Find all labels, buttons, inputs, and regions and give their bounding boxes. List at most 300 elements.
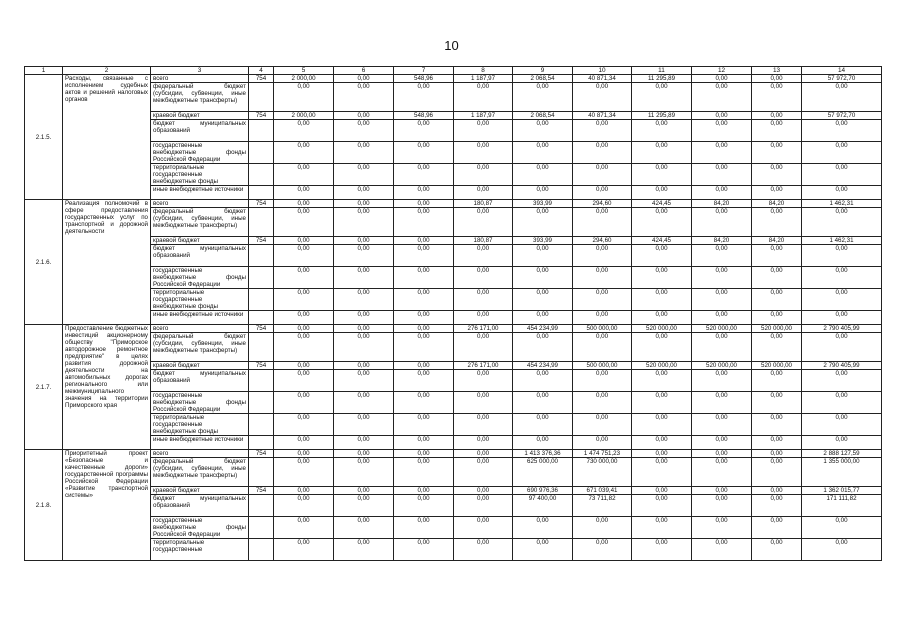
table-row [25, 333, 882, 362]
amount-cell: 1 462,31 [802, 237, 882, 245]
amount-cell: 0,00 [334, 487, 394, 495]
amount-cell: 0,00 [334, 208, 394, 237]
column-number-cell: 10 [573, 67, 632, 75]
amount-cell: 0,00 [632, 186, 692, 200]
amount-cell: 0,00 [692, 370, 752, 392]
amount-cell: 0,00 [632, 517, 692, 539]
table-row [25, 75, 882, 83]
amount-cell: 0,00 [802, 245, 882, 267]
grbs-code-cell: 754 [249, 200, 274, 208]
amount-cell: 0,00 [454, 142, 513, 164]
amount-cell: 294,60 [573, 200, 632, 208]
amount-cell: 0,00 [513, 436, 573, 450]
amount-cell: 0,00 [692, 333, 752, 362]
amount-cell: 0,00 [692, 450, 752, 458]
amount-cell: 0,00 [274, 245, 334, 267]
amount-cell: 0,00 [632, 120, 692, 142]
amount-cell: 0,00 [692, 517, 752, 539]
column-number-cell: 9 [513, 67, 573, 75]
amount-cell: 393,99 [513, 200, 573, 208]
grbs-code-cell [249, 370, 274, 392]
amount-cell: 0,00 [802, 289, 882, 311]
grbs-code-cell [249, 414, 274, 436]
grbs-code-cell [249, 186, 274, 200]
table-row [25, 311, 882, 325]
column-number-cell: 14 [802, 67, 882, 75]
amount-cell: 0,00 [454, 120, 513, 142]
amount-cell: 548,96 [394, 75, 454, 83]
amount-cell: 0,00 [692, 392, 752, 414]
amount-cell: 0,00 [274, 370, 334, 392]
table-row [25, 289, 882, 311]
amount-cell: 0,00 [454, 208, 513, 237]
amount-cell: 0,00 [692, 436, 752, 450]
amount-cell: 0,00 [573, 164, 632, 186]
funding-source-cell: государственные внебюджетные фонды Российской Федерации [151, 392, 249, 414]
grbs-code-cell [249, 267, 274, 289]
amount-cell: 11 295,89 [632, 75, 692, 83]
amount-cell: 0,00 [334, 120, 394, 142]
amount-cell: 0,00 [573, 186, 632, 200]
amount-cell: 0,00 [752, 311, 802, 325]
amount-cell: 0,00 [692, 120, 752, 142]
amount-cell: 0,00 [752, 392, 802, 414]
amount-cell: 0,00 [752, 186, 802, 200]
amount-cell: 0,00 [752, 487, 802, 495]
amount-cell: 2 888 127,59 [802, 450, 882, 458]
amount-cell: 0,00 [752, 267, 802, 289]
column-number-cell: 7 [394, 67, 454, 75]
amount-cell: 0,00 [573, 245, 632, 267]
amount-cell: 0,00 [802, 208, 882, 237]
item-code-cell: 2.1.5. [25, 75, 63, 200]
amount-cell: 0,00 [274, 120, 334, 142]
amount-cell: 0,00 [802, 267, 882, 289]
table-row [25, 112, 882, 120]
amount-cell: 0,00 [692, 75, 752, 83]
amount-cell: 0,00 [274, 200, 334, 208]
column-number-row [25, 67, 882, 75]
amount-cell: 0,00 [394, 83, 454, 112]
amount-cell: 0,00 [274, 325, 334, 333]
table-row [25, 325, 882, 333]
funding-source-cell: иные внебюджетные источники [151, 436, 249, 450]
amount-cell: 0,00 [274, 311, 334, 325]
amount-cell: 0,00 [632, 208, 692, 237]
amount-cell: 730 000,00 [573, 458, 632, 487]
amount-cell: 57 972,70 [802, 112, 882, 120]
amount-cell: 0,00 [752, 83, 802, 112]
amount-cell: 0,00 [802, 142, 882, 164]
funding-source-cell: государственные внебюджетные фонды Российской Федерации [151, 267, 249, 289]
amount-cell: 0,00 [632, 164, 692, 186]
amount-cell: 0,00 [454, 311, 513, 325]
amount-cell: 0,00 [334, 200, 394, 208]
table-row [25, 414, 882, 436]
amount-cell: 0,00 [454, 487, 513, 495]
amount-cell: 0,00 [454, 458, 513, 487]
amount-cell: 0,00 [632, 436, 692, 450]
amount-cell: 0,00 [334, 142, 394, 164]
funding-source-cell: краевой бюджет [151, 237, 249, 245]
amount-cell: 0,00 [334, 164, 394, 186]
funding-source-cell: бюджет муниципальных образований [151, 370, 249, 392]
funding-source-cell: государственные внебюджетные фонды Российской Федерации [151, 517, 249, 539]
amount-cell: 0,00 [394, 487, 454, 495]
amount-cell: 180,87 [454, 237, 513, 245]
amount-cell: 0,00 [573, 517, 632, 539]
item-code-cell: 2.1.7. [25, 325, 63, 450]
item-name-cell: Предоставление бюджетных инвестиций акционерному обществу "Приморское автодорожное ремонтное предприятие" в целях развития дорожной деятельности на автомобильных дорогах регионального или межмуниципального значения на территории Приморского края [63, 325, 151, 450]
amount-cell: 0,00 [752, 436, 802, 450]
amount-cell: 0,00 [513, 120, 573, 142]
amount-cell: 0,00 [573, 436, 632, 450]
amount-cell: 0,00 [632, 392, 692, 414]
table-row [25, 487, 882, 495]
table-row [25, 539, 882, 561]
funding-source-cell: государственные внебюджетные фонды Российской Федерации [151, 142, 249, 164]
amount-cell: 0,00 [802, 539, 882, 561]
funding-source-cell: федеральный бюджет (субсидии, субвенции, иные межбюджетные трансферты) [151, 458, 249, 487]
amount-cell: 0,00 [274, 436, 334, 450]
amount-cell: 1 474 751,23 [573, 450, 632, 458]
amount-cell: 0,00 [573, 414, 632, 436]
amount-cell: 454 234,99 [513, 325, 573, 333]
amount-cell: 0,00 [454, 289, 513, 311]
amount-cell: 0,00 [692, 112, 752, 120]
table-row [25, 450, 882, 458]
amount-cell: 0,00 [274, 164, 334, 186]
amount-cell: 0,00 [632, 245, 692, 267]
amount-cell: 500 000,00 [573, 325, 632, 333]
amount-cell: 0,00 [632, 83, 692, 112]
amount-cell: 0,00 [334, 325, 394, 333]
amount-cell: 0,00 [454, 370, 513, 392]
amount-cell: 0,00 [334, 458, 394, 487]
amount-cell: 625 000,00 [513, 458, 573, 487]
grbs-code-cell [249, 392, 274, 414]
item-name-cell: Расходы, связанные с исполнением судебных актов и решений налоговых органов [63, 75, 151, 200]
amount-cell: 0,00 [274, 495, 334, 517]
amount-cell: 0,00 [752, 164, 802, 186]
amount-cell: 520 000,00 [692, 362, 752, 370]
amount-cell: 393,99 [513, 237, 573, 245]
table-row [25, 83, 882, 112]
amount-cell: 73 711,82 [573, 495, 632, 517]
amount-cell: 0,00 [632, 267, 692, 289]
amount-cell: 1 187,97 [454, 75, 513, 83]
amount-cell: 0,00 [752, 333, 802, 362]
amount-cell: 0,00 [454, 83, 513, 112]
amount-cell: 0,00 [274, 414, 334, 436]
amount-cell: 520 000,00 [632, 362, 692, 370]
table-row [25, 458, 882, 487]
amount-cell: 0,00 [334, 495, 394, 517]
amount-cell: 0,00 [454, 164, 513, 186]
amount-cell: 0,00 [692, 164, 752, 186]
column-number-cell: 3 [151, 67, 249, 75]
amount-cell: 0,00 [334, 186, 394, 200]
amount-cell: 520 000,00 [752, 325, 802, 333]
amount-cell: 276 171,00 [454, 325, 513, 333]
funding-source-cell: всего [151, 75, 249, 83]
amount-cell: 0,00 [692, 142, 752, 164]
amount-cell: 0,00 [274, 517, 334, 539]
amount-cell: 0,00 [632, 458, 692, 487]
amount-cell: 276 171,00 [454, 362, 513, 370]
amount-cell: 0,00 [274, 450, 334, 458]
amount-cell: 40 871,34 [573, 75, 632, 83]
funding-source-cell: всего [151, 200, 249, 208]
table-row [25, 186, 882, 200]
amount-cell: 0,00 [692, 83, 752, 112]
amount-cell: 0,00 [513, 333, 573, 362]
grbs-code-cell [249, 83, 274, 112]
amount-cell: 0,00 [692, 414, 752, 436]
amount-cell: 0,00 [802, 370, 882, 392]
amount-cell: 0,00 [513, 245, 573, 267]
amount-cell: 0,00 [334, 311, 394, 325]
table-row [25, 245, 882, 267]
funding-source-cell: иные внебюджетные источники [151, 311, 249, 325]
amount-cell: 0,00 [513, 289, 573, 311]
amount-cell: 0,00 [513, 414, 573, 436]
amount-cell: 690 976,36 [513, 487, 573, 495]
amount-cell: 0,00 [752, 495, 802, 517]
amount-cell: 0,00 [394, 120, 454, 142]
table-row [25, 495, 882, 517]
column-number-cell: 4 [249, 67, 274, 75]
grbs-code-cell [249, 517, 274, 539]
amount-cell: 0,00 [513, 208, 573, 237]
amount-cell: 0,00 [454, 539, 513, 561]
item-code-cell: 2.1.8. [25, 450, 63, 561]
grbs-code-cell [249, 289, 274, 311]
amount-cell: 180,87 [454, 200, 513, 208]
amount-cell: 0,00 [513, 517, 573, 539]
amount-cell: 0,00 [454, 245, 513, 267]
funding-source-cell: федеральный бюджет (субсидии, субвенции, иные межбюджетные трансферты) [151, 83, 249, 112]
amount-cell: 0,00 [573, 142, 632, 164]
funding-source-cell: бюджет муниципальных образований [151, 495, 249, 517]
amount-cell: 84,20 [692, 237, 752, 245]
amount-cell: 0,00 [573, 539, 632, 561]
amount-cell: 0,00 [632, 495, 692, 517]
funding-source-cell: территориальные государственные внебюджетные фонды [151, 289, 249, 311]
amount-cell: 0,00 [513, 164, 573, 186]
grbs-code-cell: 754 [249, 450, 274, 458]
amount-cell: 0,00 [802, 333, 882, 362]
amount-cell: 171 111,82 [802, 495, 882, 517]
grbs-code-cell [249, 458, 274, 487]
amount-cell: 0,00 [334, 450, 394, 458]
amount-cell: 0,00 [802, 186, 882, 200]
amount-cell: 0,00 [394, 517, 454, 539]
table-row [25, 370, 882, 392]
amount-cell: 0,00 [573, 83, 632, 112]
amount-cell: 0,00 [274, 487, 334, 495]
amount-cell: 0,00 [573, 208, 632, 237]
table-row [25, 142, 882, 164]
amount-cell: 0,00 [632, 289, 692, 311]
page-number: 10 [444, 38, 459, 53]
amount-cell: 0,00 [692, 311, 752, 325]
amount-cell: 0,00 [454, 392, 513, 414]
amount-cell: 0,00 [394, 186, 454, 200]
amount-cell: 0,00 [513, 539, 573, 561]
amount-cell: 0,00 [752, 208, 802, 237]
amount-cell: 97 400,00 [513, 495, 573, 517]
amount-cell: 0,00 [394, 539, 454, 561]
amount-cell: 0,00 [752, 142, 802, 164]
amount-cell: 0,00 [573, 370, 632, 392]
amount-cell: 0,00 [334, 436, 394, 450]
amount-cell: 0,00 [334, 112, 394, 120]
amount-cell: 0,00 [802, 414, 882, 436]
table-row [25, 517, 882, 539]
amount-cell: 0,00 [752, 458, 802, 487]
amount-cell: 0,00 [274, 289, 334, 311]
amount-cell: 2 000,00 [274, 112, 334, 120]
amount-cell: 0,00 [274, 458, 334, 487]
amount-cell: 0,00 [274, 186, 334, 200]
amount-cell: 0,00 [394, 142, 454, 164]
amount-cell: 520 000,00 [632, 325, 692, 333]
amount-cell: 0,00 [394, 450, 454, 458]
amount-cell: 84,20 [692, 200, 752, 208]
amount-cell: 0,00 [274, 142, 334, 164]
column-number-cell: 1 [25, 67, 63, 75]
amount-cell: 0,00 [394, 458, 454, 487]
amount-cell: 0,00 [334, 237, 394, 245]
amount-cell: 0,00 [632, 487, 692, 495]
amount-cell: 0,00 [394, 237, 454, 245]
amount-cell: 0,00 [334, 517, 394, 539]
amount-cell: 548,96 [394, 112, 454, 120]
grbs-code-cell: 754 [249, 112, 274, 120]
item-name-cell: Реализация полномочий в сфере предоставления государственных услуг по транспортной и дорожной деятельности [63, 200, 151, 325]
amount-cell: 0,00 [513, 311, 573, 325]
amount-cell: 0,00 [394, 311, 454, 325]
amount-cell: 0,00 [394, 289, 454, 311]
funding-source-cell: бюджет муниципальных образований [151, 245, 249, 267]
amount-cell: 0,00 [752, 112, 802, 120]
amount-cell: 0,00 [334, 539, 394, 561]
grbs-code-cell [249, 539, 274, 561]
amount-cell: 0,00 [394, 333, 454, 362]
item-name-cell: Приоритетный проект «Безопасные и качественные дороги» государственной программы Российской Федерации «Развитие транспортной системы» [63, 450, 151, 561]
amount-cell: 0,00 [274, 267, 334, 289]
amount-cell: 40 871,34 [573, 112, 632, 120]
funding-source-cell: иные внебюджетные источники [151, 186, 249, 200]
amount-cell: 2 000,00 [274, 75, 334, 83]
column-number-cell: 8 [454, 67, 513, 75]
funding-source-cell: краевой бюджет [151, 112, 249, 120]
table-row [25, 200, 882, 208]
amount-cell: 500 000,00 [573, 362, 632, 370]
amount-cell: 0,00 [454, 517, 513, 539]
grbs-code-cell [249, 495, 274, 517]
funding-source-cell: территориальные государственные [151, 539, 249, 561]
amount-cell: 0,00 [394, 362, 454, 370]
amount-cell: 520 000,00 [692, 325, 752, 333]
amount-cell: 0,00 [513, 392, 573, 414]
table-row [25, 392, 882, 414]
amount-cell: 0,00 [802, 311, 882, 325]
amount-cell: 0,00 [752, 414, 802, 436]
amount-cell: 84,20 [752, 237, 802, 245]
amount-cell: 1 462,31 [802, 200, 882, 208]
amount-cell: 0,00 [274, 208, 334, 237]
funding-source-cell: федеральный бюджет (субсидии, субвенции, иные межбюджетные трансферты) [151, 208, 249, 237]
amount-cell: 2 068,54 [513, 112, 573, 120]
amount-cell: 0,00 [513, 186, 573, 200]
amount-cell: 0,00 [454, 495, 513, 517]
column-number-cell: 13 [752, 67, 802, 75]
amount-cell: 1 362 015,77 [802, 487, 882, 495]
amount-cell: 424,45 [632, 200, 692, 208]
amount-cell: 0,00 [394, 245, 454, 267]
amount-cell: 0,00 [752, 539, 802, 561]
amount-cell: 0,00 [334, 370, 394, 392]
amount-cell: 0,00 [454, 450, 513, 458]
amount-cell: 0,00 [692, 208, 752, 237]
grbs-code-cell: 754 [249, 237, 274, 245]
amount-cell: 0,00 [752, 370, 802, 392]
amount-cell: 0,00 [394, 436, 454, 450]
amount-cell: 0,00 [692, 539, 752, 561]
grbs-code-cell [249, 436, 274, 450]
amount-cell: 0,00 [334, 267, 394, 289]
amount-cell: 0,00 [334, 392, 394, 414]
table-row [25, 237, 882, 245]
amount-cell: 2 790 405,99 [802, 362, 882, 370]
column-number-cell: 6 [334, 67, 394, 75]
grbs-code-cell [249, 208, 274, 237]
amount-cell: 0,00 [752, 517, 802, 539]
amount-cell: 0,00 [274, 237, 334, 245]
budget-table [24, 66, 882, 561]
amount-cell: 0,00 [394, 392, 454, 414]
amount-cell: 0,00 [454, 333, 513, 362]
grbs-code-cell [249, 142, 274, 164]
amount-cell: 0,00 [692, 245, 752, 267]
amount-cell: 1 355 000,00 [802, 458, 882, 487]
amount-cell: 671 039,41 [573, 487, 632, 495]
amount-cell: 0,00 [632, 414, 692, 436]
amount-cell: 2 790 405,99 [802, 325, 882, 333]
amount-cell: 0,00 [692, 458, 752, 487]
grbs-code-cell [249, 333, 274, 362]
amount-cell: 0,00 [394, 495, 454, 517]
amount-cell: 0,00 [573, 267, 632, 289]
table-row [25, 436, 882, 450]
amount-cell: 0,00 [632, 450, 692, 458]
amount-cell: 0,00 [454, 267, 513, 289]
amount-cell: 0,00 [573, 392, 632, 414]
item-code-cell: 2.1.6. [25, 200, 63, 325]
amount-cell: 0,00 [802, 392, 882, 414]
amount-cell: 454 234,99 [513, 362, 573, 370]
table-row [25, 362, 882, 370]
amount-cell: 0,00 [334, 245, 394, 267]
funding-source-cell: краевой бюджет [151, 487, 249, 495]
amount-cell: 0,00 [802, 120, 882, 142]
amount-cell: 0,00 [752, 289, 802, 311]
funding-source-cell: территориальные государственные внебюджетные фонды [151, 414, 249, 436]
table-row [25, 208, 882, 237]
funding-source-cell: всего [151, 325, 249, 333]
